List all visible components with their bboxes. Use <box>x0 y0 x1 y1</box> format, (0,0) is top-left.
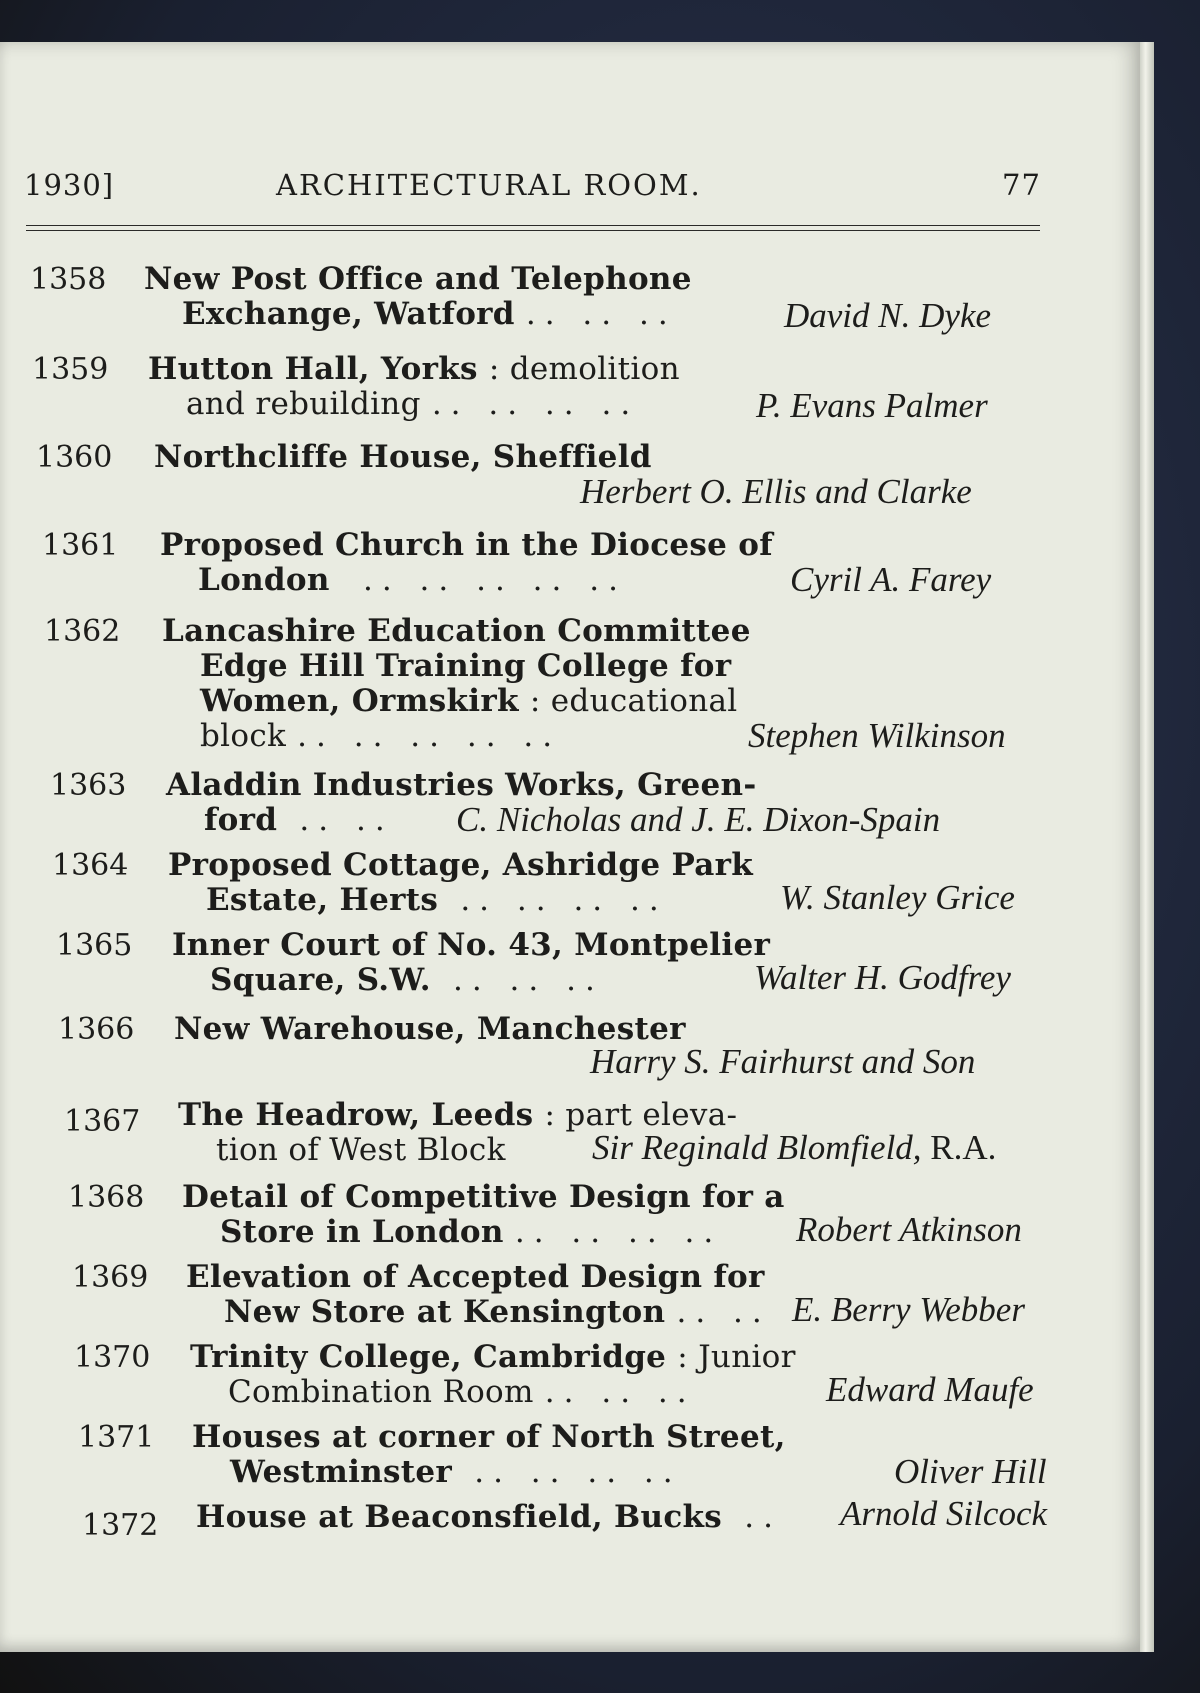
dot-leaders: .. .. .. .. .. <box>297 718 562 754</box>
architect-honour: R.A. <box>930 1128 997 1167</box>
entry-title <box>148 352 680 422</box>
entry-title-line: Lancashire Education Committee <box>162 613 751 649</box>
running-head-title: ARCHITECTURAL ROOM. <box>276 168 702 202</box>
page-number: 77 <box>1002 168 1041 202</box>
entry-title <box>168 848 753 918</box>
architect-name: Sir Reginald Blomfield, <box>592 1128 922 1167</box>
entry-number: 1369 <box>72 1260 149 1295</box>
catalogue-list <box>0 42 1140 1652</box>
entry-architect: Arnold Silcock <box>840 1494 1048 1533</box>
entry-title-line: New Warehouse, Manchester <box>174 1011 686 1047</box>
page-sheet <box>0 42 1140 1652</box>
dot-leaders: .. .. .. <box>525 296 677 332</box>
running-head-year: 1930] <box>24 168 115 202</box>
dot-leaders: .. .. <box>299 802 394 838</box>
dot-leaders: .. <box>744 1499 782 1535</box>
dot-leaders: .. .. .. .. <box>514 1214 723 1250</box>
dot-leaders: .. .. .. <box>452 962 604 998</box>
entry-title-line: London <box>198 562 330 598</box>
entry-title-line: Proposed Church in the Diocese of <box>160 527 773 563</box>
dot-leaders: .. .. .. .. <box>474 1454 682 1490</box>
entry-number: 1359 <box>32 352 109 387</box>
entry-title-line: : part eleva- <box>544 1097 738 1133</box>
entry-title <box>196 1500 782 1535</box>
entry-title-line: Houses at corner of North Street, <box>192 1419 786 1455</box>
entry-title-line: Detail of Competitive Design for a <box>182 1179 785 1215</box>
entry-title-line: Proposed Cottage, Ashridge Park <box>168 847 754 883</box>
entry-architect: Cyril A. Farey <box>790 560 992 599</box>
entry-number: 1368 <box>68 1180 145 1215</box>
entry-number: 1367 <box>64 1104 141 1139</box>
entry-title-line: New Store at Kensington <box>224 1294 666 1330</box>
entry-number: 1362 <box>44 614 121 649</box>
entry-title-line: Elevation of Accepted Design for <box>186 1259 765 1295</box>
entry-architect <box>592 1130 996 1165</box>
entry-architect: Oliver Hill <box>894 1452 1047 1491</box>
entry-title <box>160 528 773 598</box>
page-edge <box>1140 42 1154 1652</box>
entry-title-line: Aladdin Industries Works, Green- <box>166 767 757 803</box>
entry-title <box>182 1180 785 1250</box>
entry-architect: Edward Maufe <box>826 1370 1034 1409</box>
dot-leaders: .. .. .. .. .. <box>363 562 627 598</box>
entry-title-line: Store in London <box>220 1214 504 1250</box>
entry-title <box>190 1340 796 1410</box>
entry-title-line: and rebuilding <box>186 386 421 422</box>
entry-title-line: Hutton Hall, Yorks <box>148 351 478 387</box>
entry-number: 1361 <box>42 528 119 563</box>
entry-number: 1364 <box>52 848 129 883</box>
entry-title-line: Estate, Herts <box>206 882 439 918</box>
entry-title-line: Square, S.W. <box>210 962 431 998</box>
dot-leaders: .. .. <box>676 1294 771 1330</box>
entry-title-line: : educational <box>529 683 738 719</box>
entry-number: 1363 <box>50 768 127 803</box>
entry-architect: C. Nicholas and J. E. Dixon-Spain <box>456 800 941 839</box>
entry-title-line: Edge Hill Training College for <box>200 648 732 684</box>
entry-title-line: Northcliffe House, Sheffield <box>154 439 652 475</box>
entry-title-line: Trinity College, Cambridge <box>190 1339 667 1375</box>
entry-title-line: tion of West Block <box>216 1132 506 1168</box>
entry-title-line: : demolition <box>488 351 680 387</box>
entry-number: 1366 <box>58 1012 135 1047</box>
entry-title-line: ford <box>204 802 278 838</box>
entry-number: 1365 <box>56 928 133 963</box>
entry-architect: P. Evans Palmer <box>756 386 988 425</box>
entry-title <box>154 440 652 475</box>
entry-architect: W. Stanley Grice <box>780 878 1015 917</box>
entry-title <box>162 614 751 754</box>
entry-architect: Walter H. Godfrey <box>754 958 1011 997</box>
entry-title-line: The Headrow, Leeds <box>178 1097 534 1133</box>
entry-architect: Harry S. Fairhurst and Son <box>590 1042 976 1081</box>
entry-title-line: New Post Office and Telephone <box>144 261 692 297</box>
entry-number: 1371 <box>78 1420 155 1455</box>
entry-title-line: block <box>200 718 287 754</box>
dot-leaders: .. .. .. .. <box>431 386 640 422</box>
entry-architect: Stephen Wilkinson <box>748 716 1006 755</box>
entry-title <box>192 1420 786 1490</box>
dot-leaders: .. .. .. <box>544 1374 696 1410</box>
entry-title-line: Exchange, Watford <box>182 296 515 332</box>
entry-architect: E. Berry Webber <box>792 1290 1025 1329</box>
entry-title-line: Women, Ormskirk <box>200 683 519 719</box>
entry-number: 1370 <box>74 1340 151 1375</box>
dot-leaders: .. .. .. .. <box>460 882 668 918</box>
entry-architect: David N. Dyke <box>784 296 992 335</box>
entry-number: 1372 <box>82 1508 159 1543</box>
entry-title <box>186 1260 771 1330</box>
entry-title-line: : Junior <box>677 1339 796 1375</box>
entry-title-line: Inner Court of No. 43, Montpelier <box>172 927 771 963</box>
entry-title <box>144 262 692 332</box>
entry-number: 1358 <box>30 262 107 297</box>
entry-title-line: House at Beaconsfield, Bucks <box>196 1499 723 1535</box>
entry-title-line: Westminster <box>230 1454 453 1490</box>
entry-number: 1360 <box>36 440 113 475</box>
entry-architect: Herbert O. Ellis and Clarke <box>580 472 972 511</box>
entry-architect: Robert Atkinson <box>796 1210 1022 1249</box>
entry-title-line: Combination Room <box>228 1374 534 1410</box>
entry-title <box>172 928 770 998</box>
